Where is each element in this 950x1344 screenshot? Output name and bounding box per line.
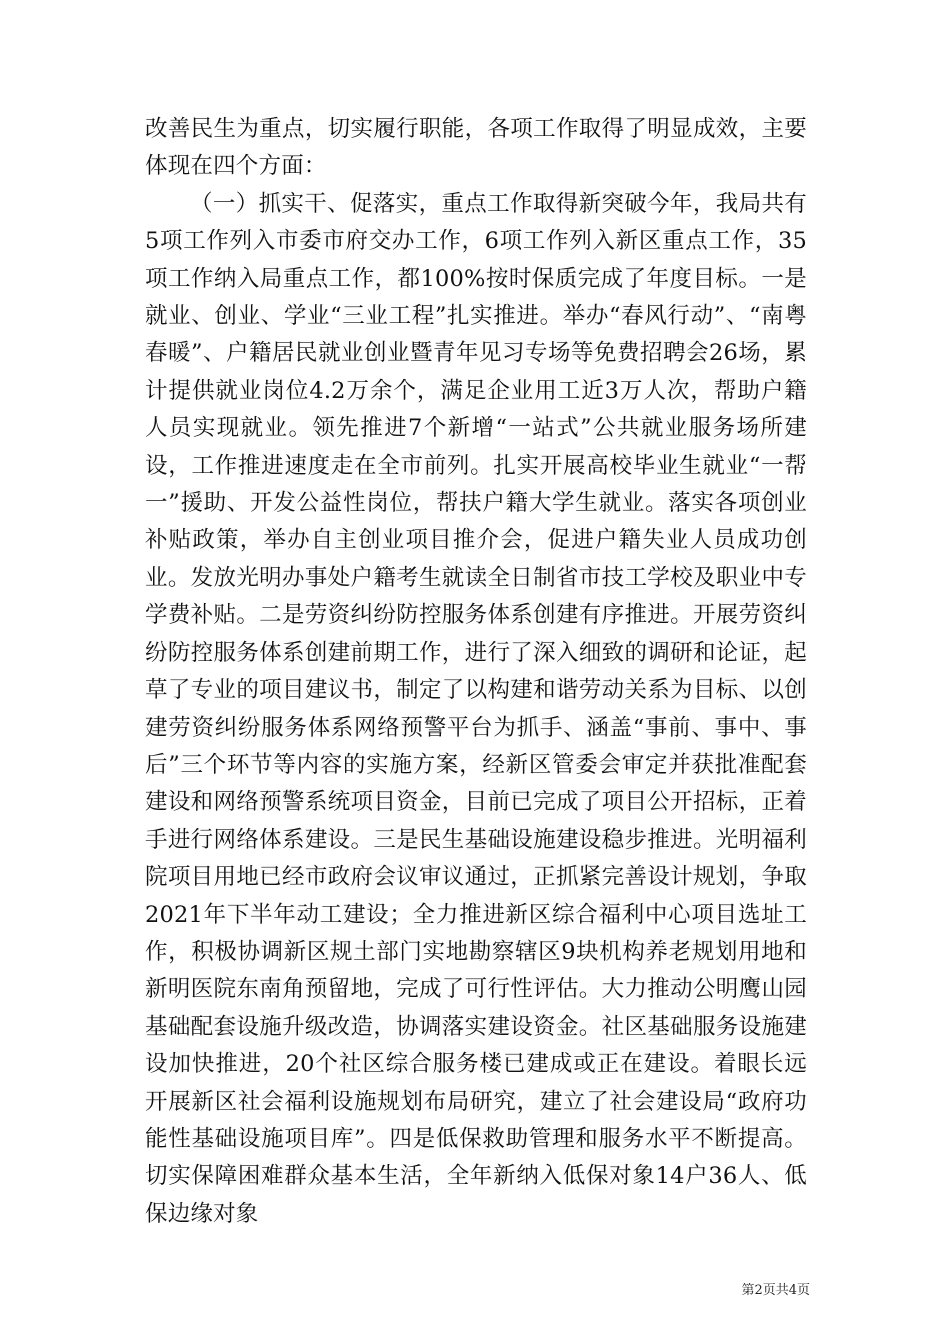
paragraph-intro: 改善民生为重点，切实履行职能，各项工作取得了明显成效，主要体现在四个方面： — [145, 116, 807, 180]
document-body — [145, 111, 807, 1233]
page-number: 第2页共4页 — [741, 1283, 810, 1298]
paragraph-section-one: （一）抓实干、促落实，重点工作取得新突破今年，我局共有5项工作列入市委市府交办工作，6项工作列入新区重点工作，35项工作纳入局重点工作，都100%按时保质完成了年度目标。一是就业、创业、学业“三业工程”扎实推进。举办“春风行动”、“南粤春暖”、户籍居民就业创业暨青年见习专场等免费招聘会26场，累计提供就业岗位4.2万余个，满足企业用工近3万人次，帮助户籍人员实现就业。领先推进7个新增“一站式”公共就业服务场所建设，工作推进速度走在全市前列。扎实开展高校毕业生就业“一帮一”援助、开发公益性岗位，帮扶户籍大学生就业。落实各项创业补贴政策，举办自主创业项目推介会，促进户籍失业人员成功创业。发放光明办事处户籍考生就读全日制省市技工学校及职业中专学费补贴。二是劳资纠纷防控服务体系创建有序推进。开展劳资纠纷防控服务体系创建前期工作，进行了深入细致的调研和论证，起草了专业的项目建议书，制定了以构建和谐劳动关系为目标、以创建劳资纠纷服务体系网络预警平台为抓手、涵盖“事前、事中、事后”三个环节等内容的实施方案，经新区管委会审定并获批准配套建设和网络预警系统项目资金，目前已完成了项目公开招标，正着手进行网络体系建设。三是民生基础设施建设稳步推进。光明福利院项目用地已经市政府会议审议通过，正抓紧完善设计规划，争取2021年下半年动工建设；全力推进新区综合福利中心项目选址工作，积极协调新区规土部门实地勘察辖区9块机构养老规划用地和新明医院东南角预留地，完成了可行性评估。大力推动公明鹰山园基础配套设施升级改造，协调落实建设资金。社区基础服务设施建设加快推进，20个社区综合服务楼已建成或正在建设。着眼长远开展新区社会福利设施规划布局研究，建立了社会建设局“政府功能性基础设施项目库”。四是低保救助管理和服务水平不断提高。切实保障困难群众基本生活，全年新纳入低保对象14户36人、低保边缘对象 — [145, 190, 807, 1227]
